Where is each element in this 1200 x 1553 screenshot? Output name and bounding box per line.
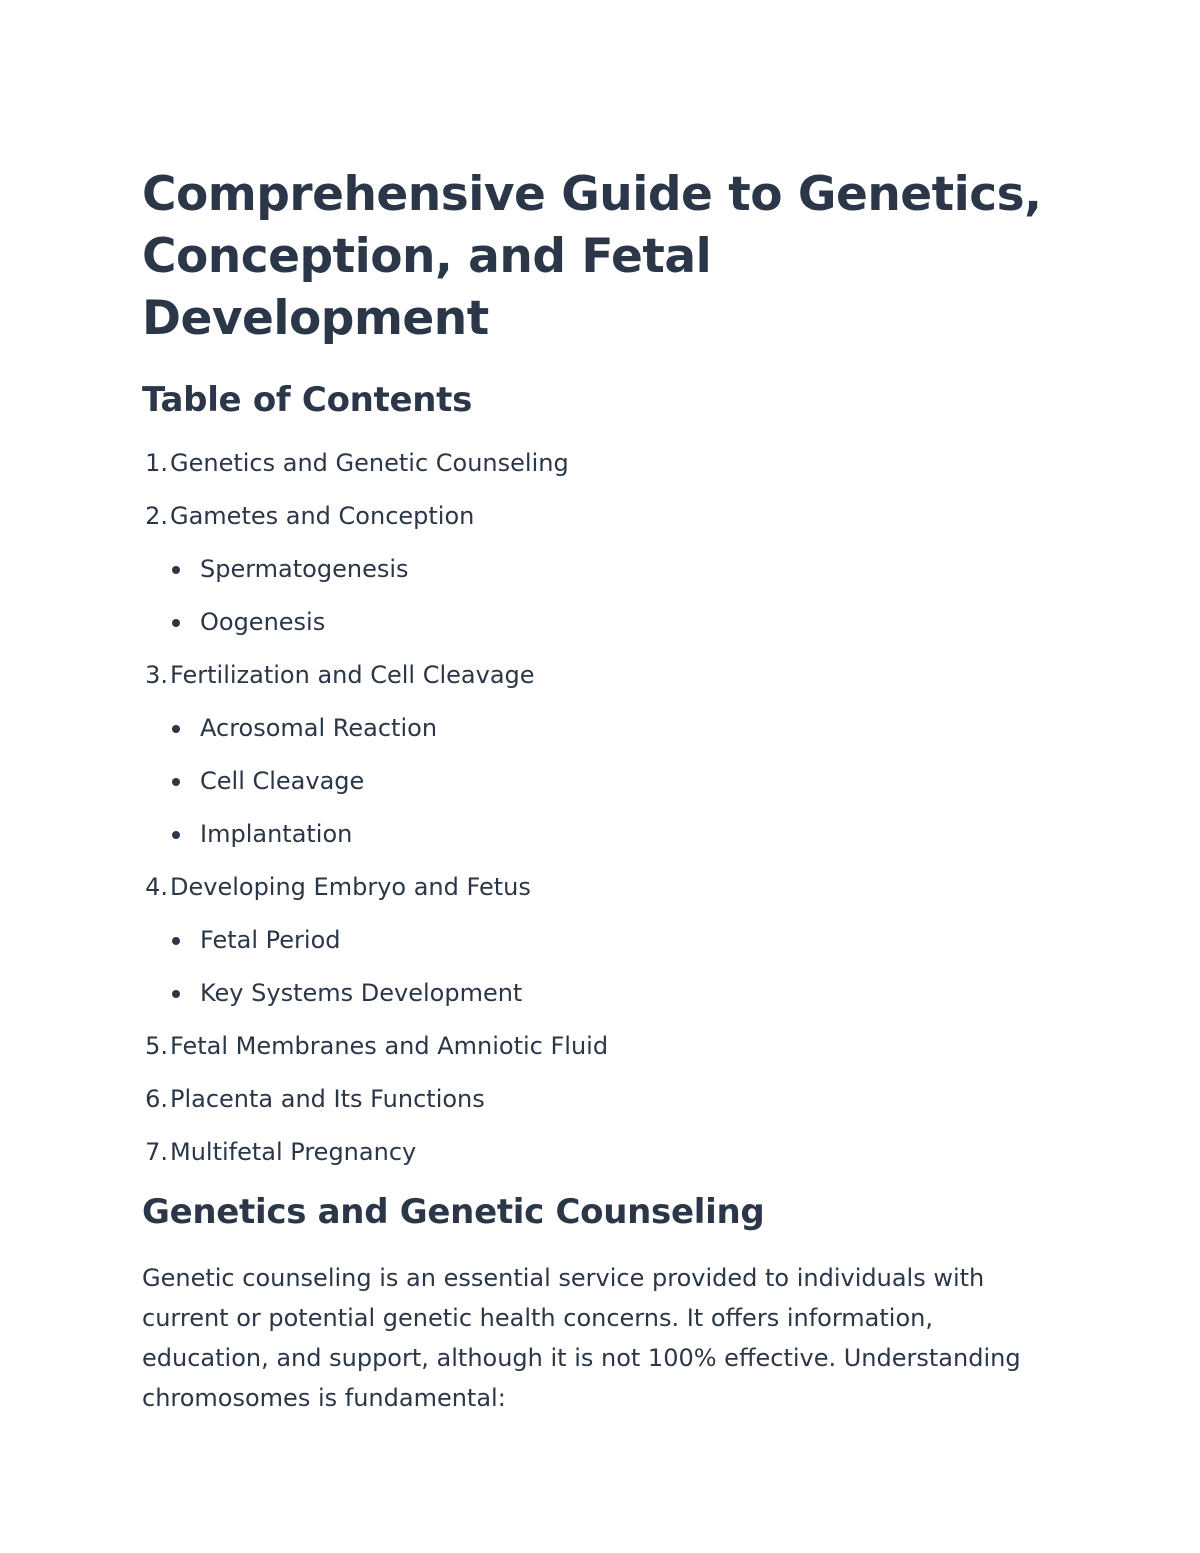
toc-item-embryo-fetus[interactable] <box>142 872 1042 902</box>
toc-label: Developing Embryo and Fetus <box>170 873 531 901</box>
toc-item-multifetal[interactable] <box>142 1137 1042 1167</box>
toc-subitem-oogenesis[interactable] <box>142 607 1042 637</box>
toc-subitem-key-systems[interactable] <box>142 978 1042 1008</box>
section-heading: Genetics and Genetic Counseling <box>142 1192 765 1232</box>
paragraph-line: Genetic counseling is an essential service provided to individuals with <box>142 1264 985 1292</box>
paragraph-line: current or potential genetic health concerns. It offers information, <box>142 1304 933 1332</box>
toc-label: Spermatogenesis <box>200 555 409 583</box>
bullet-icon <box>172 725 180 733</box>
toc-number: 6. <box>145 1085 168 1113</box>
bullet-icon <box>172 619 180 627</box>
bullet-icon <box>172 990 180 998</box>
bullet-icon <box>172 778 180 786</box>
toc-label: Cell Cleavage <box>200 767 365 795</box>
toc-label: Oogenesis <box>200 608 326 636</box>
bullet-icon <box>172 566 180 574</box>
toc-label: Genetics and Genetic Counseling <box>170 449 569 477</box>
toc-heading: Table of Contents <box>142 380 473 420</box>
toc-subitem-implantation[interactable] <box>142 819 1042 849</box>
table-of-contents <box>142 448 1042 1167</box>
toc-label: Placenta and Its Functions <box>170 1085 485 1113</box>
paragraph-line: education, and support, although it is not 100% effective. Understanding <box>142 1344 1021 1372</box>
section-paragraph <box>142 1258 1042 1418</box>
toc-item-membranes[interactable] <box>142 1031 1042 1061</box>
paragraph-line: chromosomes is fundamental: <box>142 1384 506 1412</box>
document-title: Comprehensive Guide to Genetics, Conception, and Fetal Development <box>142 167 1042 346</box>
toc-number: 3. <box>145 661 168 689</box>
toc-item-placenta[interactable] <box>142 1084 1042 1114</box>
toc-label: Multifetal Pregnancy <box>170 1138 417 1166</box>
document-page <box>142 164 1042 1418</box>
toc-item-gametes[interactable] <box>142 501 1042 531</box>
bullet-icon <box>172 831 180 839</box>
bullet-icon <box>172 937 180 945</box>
toc-number: 7. <box>145 1138 168 1166</box>
toc-number: 5. <box>145 1032 168 1060</box>
toc-number: 2. <box>145 502 168 530</box>
toc-item-fertilization[interactable] <box>142 660 1042 690</box>
toc-label: Key Systems Development <box>200 979 523 1007</box>
toc-label: Fetal Membranes and Amniotic Fluid <box>170 1032 609 1060</box>
toc-label: Acrosomal Reaction <box>200 714 438 742</box>
toc-number: 4. <box>145 873 168 901</box>
toc-item-genetics[interactable] <box>142 448 1042 478</box>
toc-subitem-acrosomal-reaction[interactable] <box>142 713 1042 743</box>
toc-subitem-spermatogenesis[interactable] <box>142 554 1042 584</box>
toc-label: Fertilization and Cell Cleavage <box>170 661 535 689</box>
toc-label: Implantation <box>200 820 353 848</box>
toc-number: 1. <box>145 449 168 477</box>
toc-subitem-cell-cleavage[interactable] <box>142 766 1042 796</box>
toc-subitem-fetal-period[interactable] <box>142 925 1042 955</box>
toc-label: Gametes and Conception <box>170 502 475 530</box>
toc-label: Fetal Period <box>200 926 341 954</box>
